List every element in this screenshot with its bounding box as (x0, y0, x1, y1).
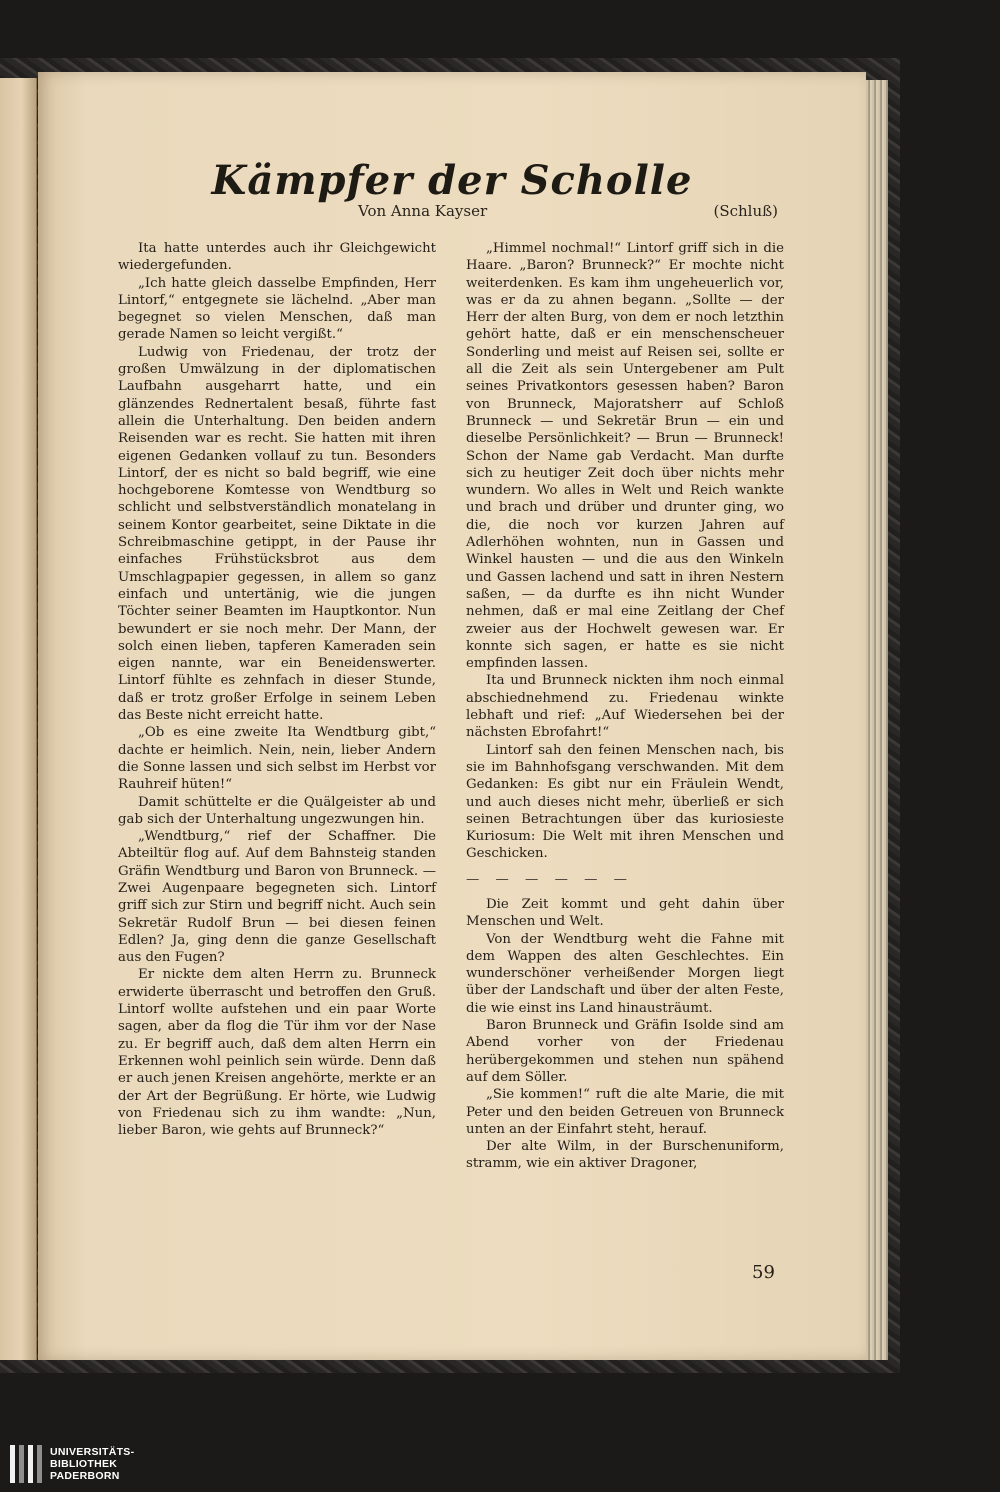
paragraph: „Sie kommen!“ ruft die alte Marie, die mit Peter und den beiden Getreuen von Brunneck unten an der Einfahrt steht, herauf. (466, 1087, 784, 1137)
byline (358, 202, 778, 220)
paragraph: „Ich hatte gleich dasselbe Empfinden, Herr Lintorf,“ entgegnete sie lächelnd. „Aber man begegnet so vielen Menschen, daß man gerade Namen so leicht vergißt.“ (118, 275, 436, 343)
library-logo-text (50, 1446, 134, 1482)
facing-page-edge (0, 78, 37, 1360)
book-page (38, 72, 866, 1360)
paragraph: Lintorf sah den feinen Menschen nach, bis sie im Bahnhofsgang verschwanden. Mit dem Gedanken: Es gibt nur ein Fräulein Wendt, und auch dieses nicht mehr, überließ er sich seinen Betrachtungen über das kuriosieste Kuriosum: Die Welt mit ihren Menschen und Geschicken. (466, 742, 784, 862)
right-text-column (466, 240, 784, 1173)
paragraph: Ludwig von Friedenau, der trotz der großen Umwälzung in der diplomatischen Laufbahn ausgeharrt hatte, und ein glänzendes Rednertalent besaß, führte fast allein die Unterhaltung. Den beiden andern Reisenden war es recht. Sie hatten mit ihren eigenen Gedanken vollauf zu tun. Besonders Lintorf, der es nicht so bald begriff, wie eine hochgeborene Komtesse von Wendtburg so schlicht und selbstverständlich monatelang in seinem Kontor gearbeitet, seine Diktate in die Schreibmaschine getippt, in der Pause ihr einfaches Frühstücksbrot aus dem Umschlagpapier gegessen, in allem so ganz einfach und untertänig, wie die jungen Töchter seiner Beamten im Hauptkontor. Nun bewundert er sie noch mehr. Der Mann, der solch einen lieben, tapferen Kameraden sein eigen nannte, war ein Beneidenswerter. Lintorf fühlte es zehnfach in dieser Stunde, daß er trotz großer Erfolge in seinem Leben das Beste nicht erreicht hatte. (118, 344, 436, 724)
paragraph: Der alte Wilm, in der Burschenuniform, stramm, wie ein aktiver Dragoner, (466, 1139, 784, 1172)
author-line: Von Anna Kayser (358, 202, 488, 220)
paragraph: Von der Wendtburg weht die Fahne mit dem Wappen des alten Geschlechtes. Ein wunderschöner verheißender Morgen liegt über der Landschaft und über der alten Feste, die wie einst ins Land hinausträumt. (466, 931, 784, 1016)
section-divider: — — — — — — (466, 871, 633, 887)
paragraph: „Wendtburg,“ rief der Schaffner. Die Abteiltür flog auf. Auf dem Bahnsteig standen Gräfin Wendtburg und Baron von Brunneck. — Zwei Augenpaare begegneten sich. Lintorf griff sich zur Stirn und begriff nicht. Auch sein Sekretär Rudolf Brun — bei diesen feinen Edlen? Ja, ging denn die ganze Gesellschaft aus den Fugen? (118, 829, 436, 966)
paragraph: Damit schüttelte er die Quälgeister ab und gab sich der Unterhaltung ungezwungen hin. (118, 794, 436, 827)
logo-line: BIBLIOTHEK (50, 1458, 118, 1470)
library-logo-icon (10, 1445, 42, 1483)
library-logo (10, 1444, 134, 1484)
logo-line: UNIVERSITÄTS- (50, 1446, 135, 1458)
left-text-column (118, 240, 436, 1139)
logo-line: PADERBORN (50, 1470, 120, 1482)
paragraph: „Himmel nochmal!“ Lintorf griff sich in die Haare. „Baron? Brunneck?“ Er mochte nicht weiterdenken. Es kam ihm ungeheuerlich vor, was er da zu ahnen begann. „Sollte — der Herr der alten Burg, von dem er noch letzthin gehört hatte, daß er ein menschenscheuer Sonderling und meist auf Reisen sei, sollte er all die Zeit als sein Untergebener am Pult seines Privatkontors gesessen haben? Baron von Brunneck, Majoratsherr auf Schloß Brunneck — und Sekretär Brun — ein und dieselbe Persönlichkeit? — Brun — Brunneck! Schon der Name gab Verdacht. Man durfte sich zu heutiger Zeit doch über nichts mehr wundern. Wo alles in Welt und Reich wankte und brach und drüber und drunter ging, wo die, die noch vor kurzen Jahren auf Adlerhöhen wohnten, nun in Gassen und Winkel hausten — und die aus den Winkeln und Gassen lachend und satt in ihren Nestern saßen, — da durfte es ihn nicht Wunder nehmen, daß er mal eine Zeitlang der Chef zweier aus der Hochwelt gewesen war. Er konnte sich sagen, er hatte es sie nicht empfinden lassen. (466, 241, 784, 672)
page-block-edge (866, 80, 888, 1360)
paragraph: Ita hatte unterdes auch ihr Gleichgewicht wiedergefunden. (118, 241, 436, 274)
paragraph: „Ob es eine zweite Ita Wendtburg gibt,“ dachte er heimlich. Nein, nein, lieber Andern die Sonne lassen und sich selbst im Herbst vor Rauhreif hüten!“ (118, 725, 436, 793)
paragraph: Er nickte dem alten Herrn zu. Brunneck erwiderte überrascht und betroffen den Gruß. Lintorf wollte aufstehen und ein paar Worte sagen, aber da flog die Tür ihm vor der Nase zu. Er begriff auch, daß dem alten Herrn ein Erkennen wohl peinlich sein würde. Denn daß er auch jenen Kreisen angehörte, merkte er an der Art der Begrüßung. Er hörte, wie Ludwig von Friedenau sich zu ihm wandte: „Nun, lieber Baron, wie gehts auf Brunneck?“ (118, 967, 436, 1139)
page-number: 59 (752, 1262, 775, 1283)
article-title: Kämpfer der Scholle (211, 157, 693, 204)
paragraph: Ita und Brunneck nickten ihm noch einmal abschiednehmend zu. Friedenau winkte lebhaft und rief: „Auf Wiedersehen bei der nächsten Ebrofahrt!“ (466, 673, 784, 741)
paragraph: Baron Brunneck und Gräfin Isolde sind am Abend vorher von der Friedenau herübergekommen und stehen nun spähend auf dem Söller. (466, 1018, 784, 1085)
conclusion-note: (Schluß) (713, 202, 778, 220)
paragraph: Die Zeit kommt und geht dahin über Menschen und Welt. (466, 896, 784, 930)
